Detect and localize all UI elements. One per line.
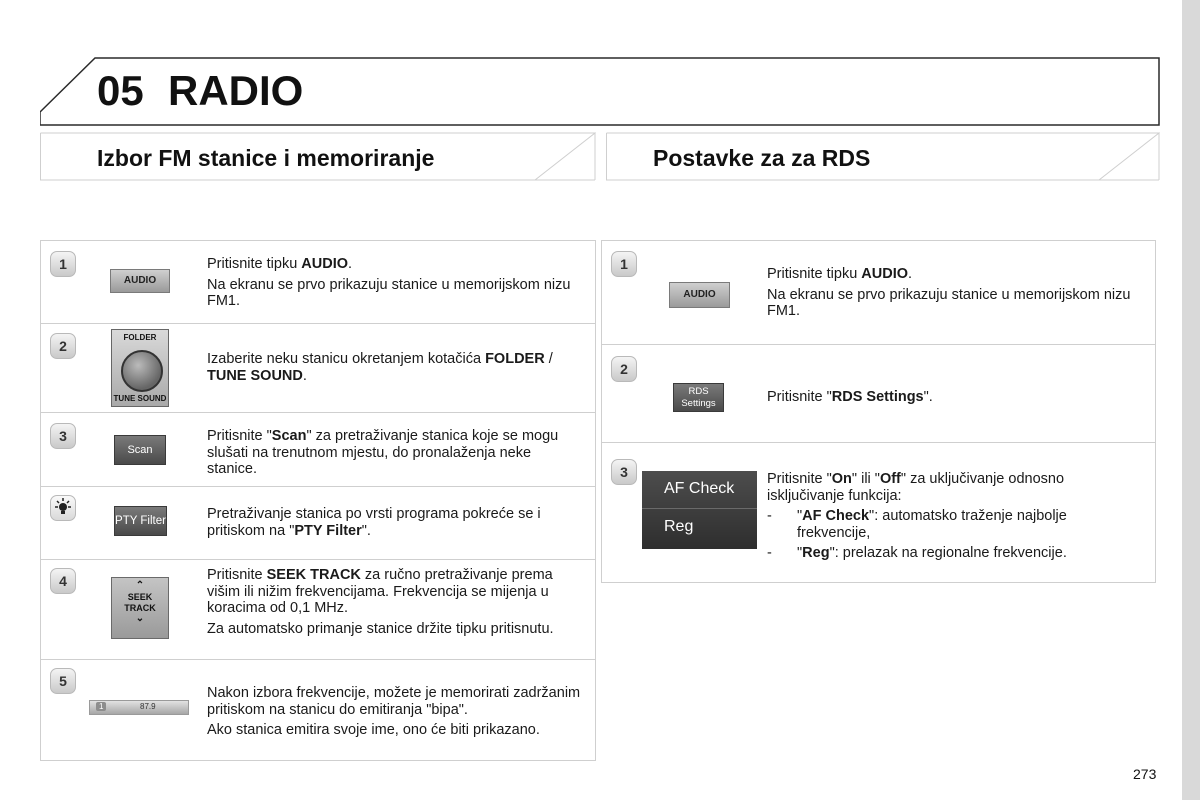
left-step-tip (41, 486, 595, 559)
page-number: 273 (1133, 766, 1157, 782)
step-text: Pritisnite tipku AUDIO. Na ekranu se prvo prikazuju stanice u memorijskom nizu FM1. (207, 256, 571, 309)
chapter-number: 05 (97, 67, 144, 114)
right-steps-panel (601, 240, 1156, 583)
af-check-option: AF Check (664, 480, 735, 497)
step-badge: 5 (50, 668, 76, 694)
preset-number: 1 (96, 702, 106, 711)
step-text: Pritisnite "Scan" za pretraživanje stanica koje se mogu slušati na trenutnom mjestu, do pronalaženja neke stanice. (207, 428, 559, 477)
left-step-5 (41, 659, 595, 762)
left-section-title: Izbor FM stanice i memoriranje (97, 145, 435, 171)
right-step-2 (602, 344, 1155, 442)
step-text: Pritisnite "On" ili "Off" za uključivanje odnosno isključivanje funkcija: - "AF Check": automatsko traženje najbolje frekvencije, - "Reg": prelazak na regionalne frekvencije. (767, 471, 1137, 562)
chevron-down-icon: ⌄ (135, 613, 145, 624)
step-badge: 2 (611, 356, 637, 382)
left-step-4 (41, 559, 595, 659)
rds-label: RDS (688, 386, 709, 397)
step-text: Izaberite neku stanicu okretanjem kotačića FOLDER / TUNE SOUND. (207, 351, 553, 384)
step-text: Pretraživanje stanica po vrsti programa pokreće se i pritiskom na "PTY Filter". (207, 506, 541, 539)
chapter-title: RADIO (168, 67, 304, 114)
left-step-2 (41, 323, 595, 412)
folder-tune-sound-knob-image (111, 329, 169, 407)
pty-filter-button-image: PTY Filter (114, 506, 167, 536)
step-badge: 4 (50, 568, 76, 594)
scan-button-image: Scan (114, 435, 166, 465)
knob-icon (121, 350, 163, 392)
left-step-1 (41, 241, 595, 323)
preset-frequency: 87.9 (140, 702, 156, 711)
right-step-3 (602, 442, 1155, 583)
step-badge: 3 (611, 459, 637, 485)
step-text: Pritisnite tipku AUDIO. Na ekranu se prvo prikazuju stanice u memorijskom nizu FM1. (767, 266, 1131, 319)
seek-track-button-image (111, 577, 169, 639)
bullet-item: - "AF Check": automatsko traženje najbolje frekvencije, (767, 508, 1067, 541)
knob-label-bottom: TUNE SOUND (113, 394, 167, 403)
chevron-up-icon: ⌃ (135, 580, 145, 591)
right-section-title: Postavke za za RDS (653, 145, 871, 171)
reg-option: Reg (664, 518, 694, 535)
left-step-3 (41, 412, 595, 486)
audio-button-image: AUDIO (669, 282, 730, 308)
knob-label-top: FOLDER (123, 333, 157, 342)
step-badge: 2 (50, 333, 76, 359)
track-label: TRACK (124, 603, 156, 613)
step-badge: 1 (50, 251, 76, 277)
rds-settings-button-image (673, 383, 724, 412)
page-edge-strip (1182, 0, 1200, 800)
step-badge: 1 (611, 251, 637, 277)
seek-label: SEEK (127, 592, 153, 602)
settings-label: Settings (681, 398, 716, 409)
af-check-reg-screen-image (642, 471, 757, 549)
left-steps-panel (40, 240, 596, 761)
step-badge: 3 (50, 423, 76, 449)
right-step-1 (602, 241, 1155, 344)
left-section-header (40, 132, 596, 181)
step-text: Pritisnite SEEK TRACK za ručno pretraživanje prema višim ili nižim frekvencijama. Frekvencija se mijenja u koracima od 0,1 MHz. Za automatsko primanje stanice držite tipku pritisnutu. (207, 567, 554, 637)
lightbulb-icon (51, 496, 75, 520)
preset-station-bar-image (89, 700, 189, 715)
audio-button-image: AUDIO (110, 269, 170, 293)
step-text: Nakon izbora frekvencije, možete je memorirati zadržanim pritiskom na stanicu do emitiranja "bipa". Ako stanica emitira svoje ime, ono će biti prikazano. (207, 685, 581, 738)
tip-badge (50, 495, 76, 521)
right-section-header (606, 132, 1160, 181)
chapter-header (40, 57, 1160, 127)
step-text: Pritisnite "RDS Settings". (767, 389, 933, 405)
option-divider (642, 508, 757, 509)
bullet-item: - "Reg": prelazak na regionalne frekvencije. (767, 545, 1067, 561)
